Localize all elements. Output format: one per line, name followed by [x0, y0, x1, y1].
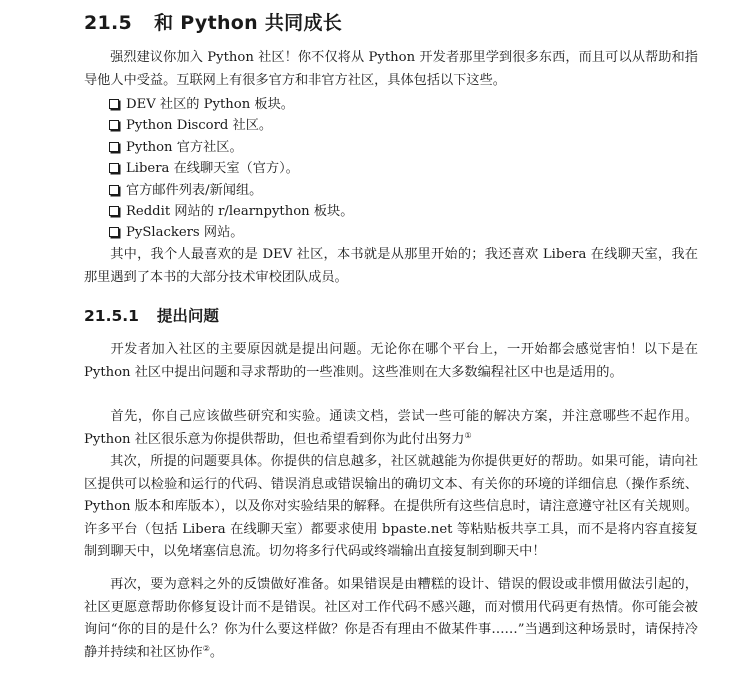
checkbox-bullet-icon	[109, 142, 119, 152]
footnote-mark: ②	[202, 643, 210, 653]
intro-paragraph	[84, 47, 698, 92]
section-title: 和 Python 共同成长	[154, 12, 343, 34]
list-item: PySlackers 网站。	[109, 222, 353, 243]
list-item: 官方邮件列表/新闻组。	[109, 180, 353, 201]
section-number: 21.5	[84, 12, 133, 34]
checkbox-bullet-icon	[109, 163, 119, 173]
checkbox-bullet-icon	[109, 185, 119, 195]
list-item: DEV 社区的 Python 板块。	[109, 94, 353, 115]
body-paragraph: 首先，你自己应该做些研究和实验。通读文档，尝试一些可能的解决方案，并注意哪些不起作用。Python 社区很乐意为你提供帮助，但也希望看到你为此付出努力①	[84, 409, 698, 447]
intro-text: 强烈建议你加入 Python 社区！你不仅将从 Python 开发者那里学到很多东西，而且可以从帮助和指导他人中受益。互联网上有很多官方和非官方社区，具体包括以下这些。	[84, 50, 698, 88]
body-paragraph: 再次，要为意料之外的反馈做好准备。如果错误是由糟糕的设计、错误的假设或非惯用做法引起的，社区更愿意帮助你修复设计而不是错误。社区对工作代码不感兴趣，而对惯用代码更有热情。你可能会被询问“你的目的是什么？你为什么要这样做？你是否有理由不做某件事……”当遇到这种场景时，请保持冷静并持续和社区协作②。	[84, 577, 698, 660]
footnote-mark: ①	[464, 430, 472, 440]
favorite-paragraph: 其中，我个人最喜欢的是 DEV 社区，本书就是从那里开始的；我还喜欢 Libera 在线聊天室，我在那里遇到了本书的大部分技术审校团队成员。	[84, 247, 698, 285]
body-paragraph: 其次，所提的问题要具体。你提供的信息越多，社区就越能为你提供更好的帮助。如果可能，请向社区提供可以检验和运行的代码、错误消息或错误输出的确切文本、有关你的环境的详细信息（操作系统、Python 版本和库版本），以及你对实验结果的解释。在提供所有这些信息时，请注意遵守社区有关规则。许多平台（包括 Libera 在线聊天室）都要求使用 bpaste.net 等粘贴板共享工具，而不是将内容直接复制到聊天中，以免堵塞信息流。切勿将多行代码或终端输出直接复制到聊天中！	[84, 454, 698, 559]
list-item: Python 官方社区。	[109, 137, 353, 158]
checkbox-bullet-icon	[109, 99, 119, 109]
subsection-title: 提出问题	[156, 307, 219, 325]
checkbox-bullet-icon	[109, 206, 119, 216]
subsection-number: 21.5.1	[84, 307, 139, 325]
list-item: Python Discord 社区。	[109, 115, 353, 136]
section-heading	[84, 8, 342, 35]
list-item: Libera 在线聊天室（官方）。	[109, 158, 353, 179]
community-list	[109, 94, 353, 244]
checkbox-bullet-icon	[109, 227, 119, 237]
checkbox-bullet-icon	[109, 120, 119, 130]
list-item: Reddit 网站的 r/learnpython 板块。	[109, 201, 353, 222]
body-paragraph: 开发者加入社区的主要原因就是提出问题。无论你在哪个平台上，一开始都会感觉害怕！以下是在 Python 社区中提出问题和寻求帮助的一些准则。这些准则在大多数编程社区中也是适用的。	[84, 342, 698, 380]
subsection-heading	[84, 304, 219, 326]
